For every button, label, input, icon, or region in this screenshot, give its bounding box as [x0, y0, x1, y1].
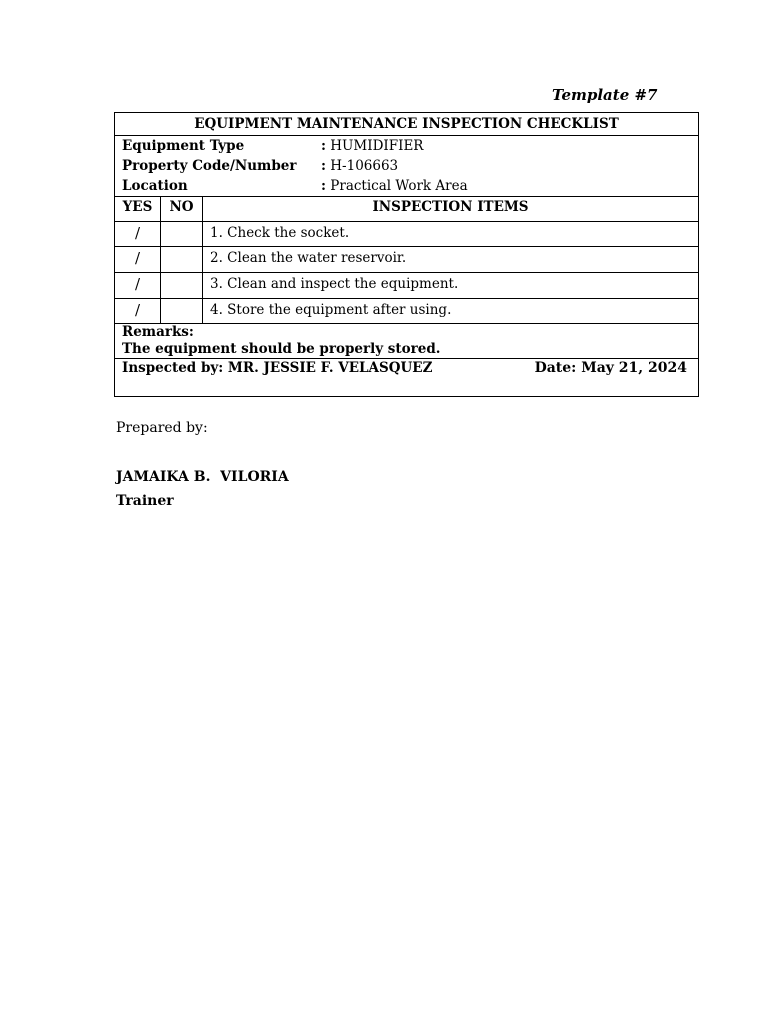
- yes-mark: /: [115, 299, 161, 323]
- property-code-value-wrap: [321, 156, 398, 176]
- preparer-role: Trainer: [116, 493, 174, 509]
- inspection-item-text: 3. Clean and inspect the equipment.: [210, 276, 459, 292]
- no-mark: [161, 247, 203, 272]
- location-line: [122, 176, 692, 196]
- inspected-by-row: [115, 358, 698, 397]
- inspection-checklist-table: [114, 112, 699, 397]
- remarks-block: [122, 324, 692, 358]
- equipment-info-block: [115, 136, 698, 197]
- table-row: [115, 222, 698, 247]
- property-code-line: [122, 156, 692, 176]
- no-mark: [161, 222, 203, 246]
- equipment-type-value-wrap: [321, 136, 423, 156]
- no-mark: [161, 299, 203, 323]
- remarks-text: The equipment should be properly stored.: [122, 341, 441, 357]
- property-code-value: H-106663: [325, 158, 399, 174]
- remarks-label: Remarks:: [122, 324, 194, 340]
- template-label: Template #7: [552, 86, 658, 104]
- inspection-item-text: 2. Clean the water reservoir.: [210, 250, 407, 266]
- yes-mark: /: [115, 273, 161, 298]
- yes-mark: /: [115, 247, 161, 272]
- colon: :: [321, 138, 326, 154]
- checklist-title: EQUIPMENT MAINTENANCE INSPECTION CHECKLIST: [115, 113, 698, 136]
- colon: :: [321, 178, 326, 194]
- inspection-date: Date: May 21, 2024: [534, 360, 687, 376]
- table-header-row: [115, 197, 698, 222]
- equipment-type-line: [122, 136, 692, 156]
- yes-column-header: YES: [115, 197, 161, 221]
- location-value: Practical Work Area: [325, 178, 468, 194]
- preparer-name: JAMAIKA B. VILORIA: [116, 469, 289, 485]
- colon: :: [321, 158, 326, 174]
- table-row: [115, 299, 698, 324]
- no-column-header: NO: [161, 197, 203, 221]
- property-code-label: Property Code/Number: [122, 158, 297, 174]
- equipment-type-value: HUMIDIFIER: [325, 138, 424, 154]
- table-row: [115, 247, 698, 273]
- inspection-item-text: 1. Check the socket.: [210, 225, 350, 241]
- no-mark: [161, 273, 203, 298]
- inspection-items-header: INSPECTION ITEMS: [372, 199, 529, 215]
- inspection-item-text: 4. Store the equipment after using.: [210, 302, 452, 318]
- table-row: [115, 273, 698, 299]
- yes-mark: /: [115, 222, 161, 246]
- location-label: Location: [122, 178, 188, 194]
- equipment-type-label: Equipment Type: [122, 138, 245, 154]
- prepared-by-label: Prepared by:: [116, 420, 208, 436]
- inspected-by: Inspected by: MR. JESSIE F. VELASQUEZ: [122, 360, 433, 376]
- location-value-wrap: [321, 176, 468, 196]
